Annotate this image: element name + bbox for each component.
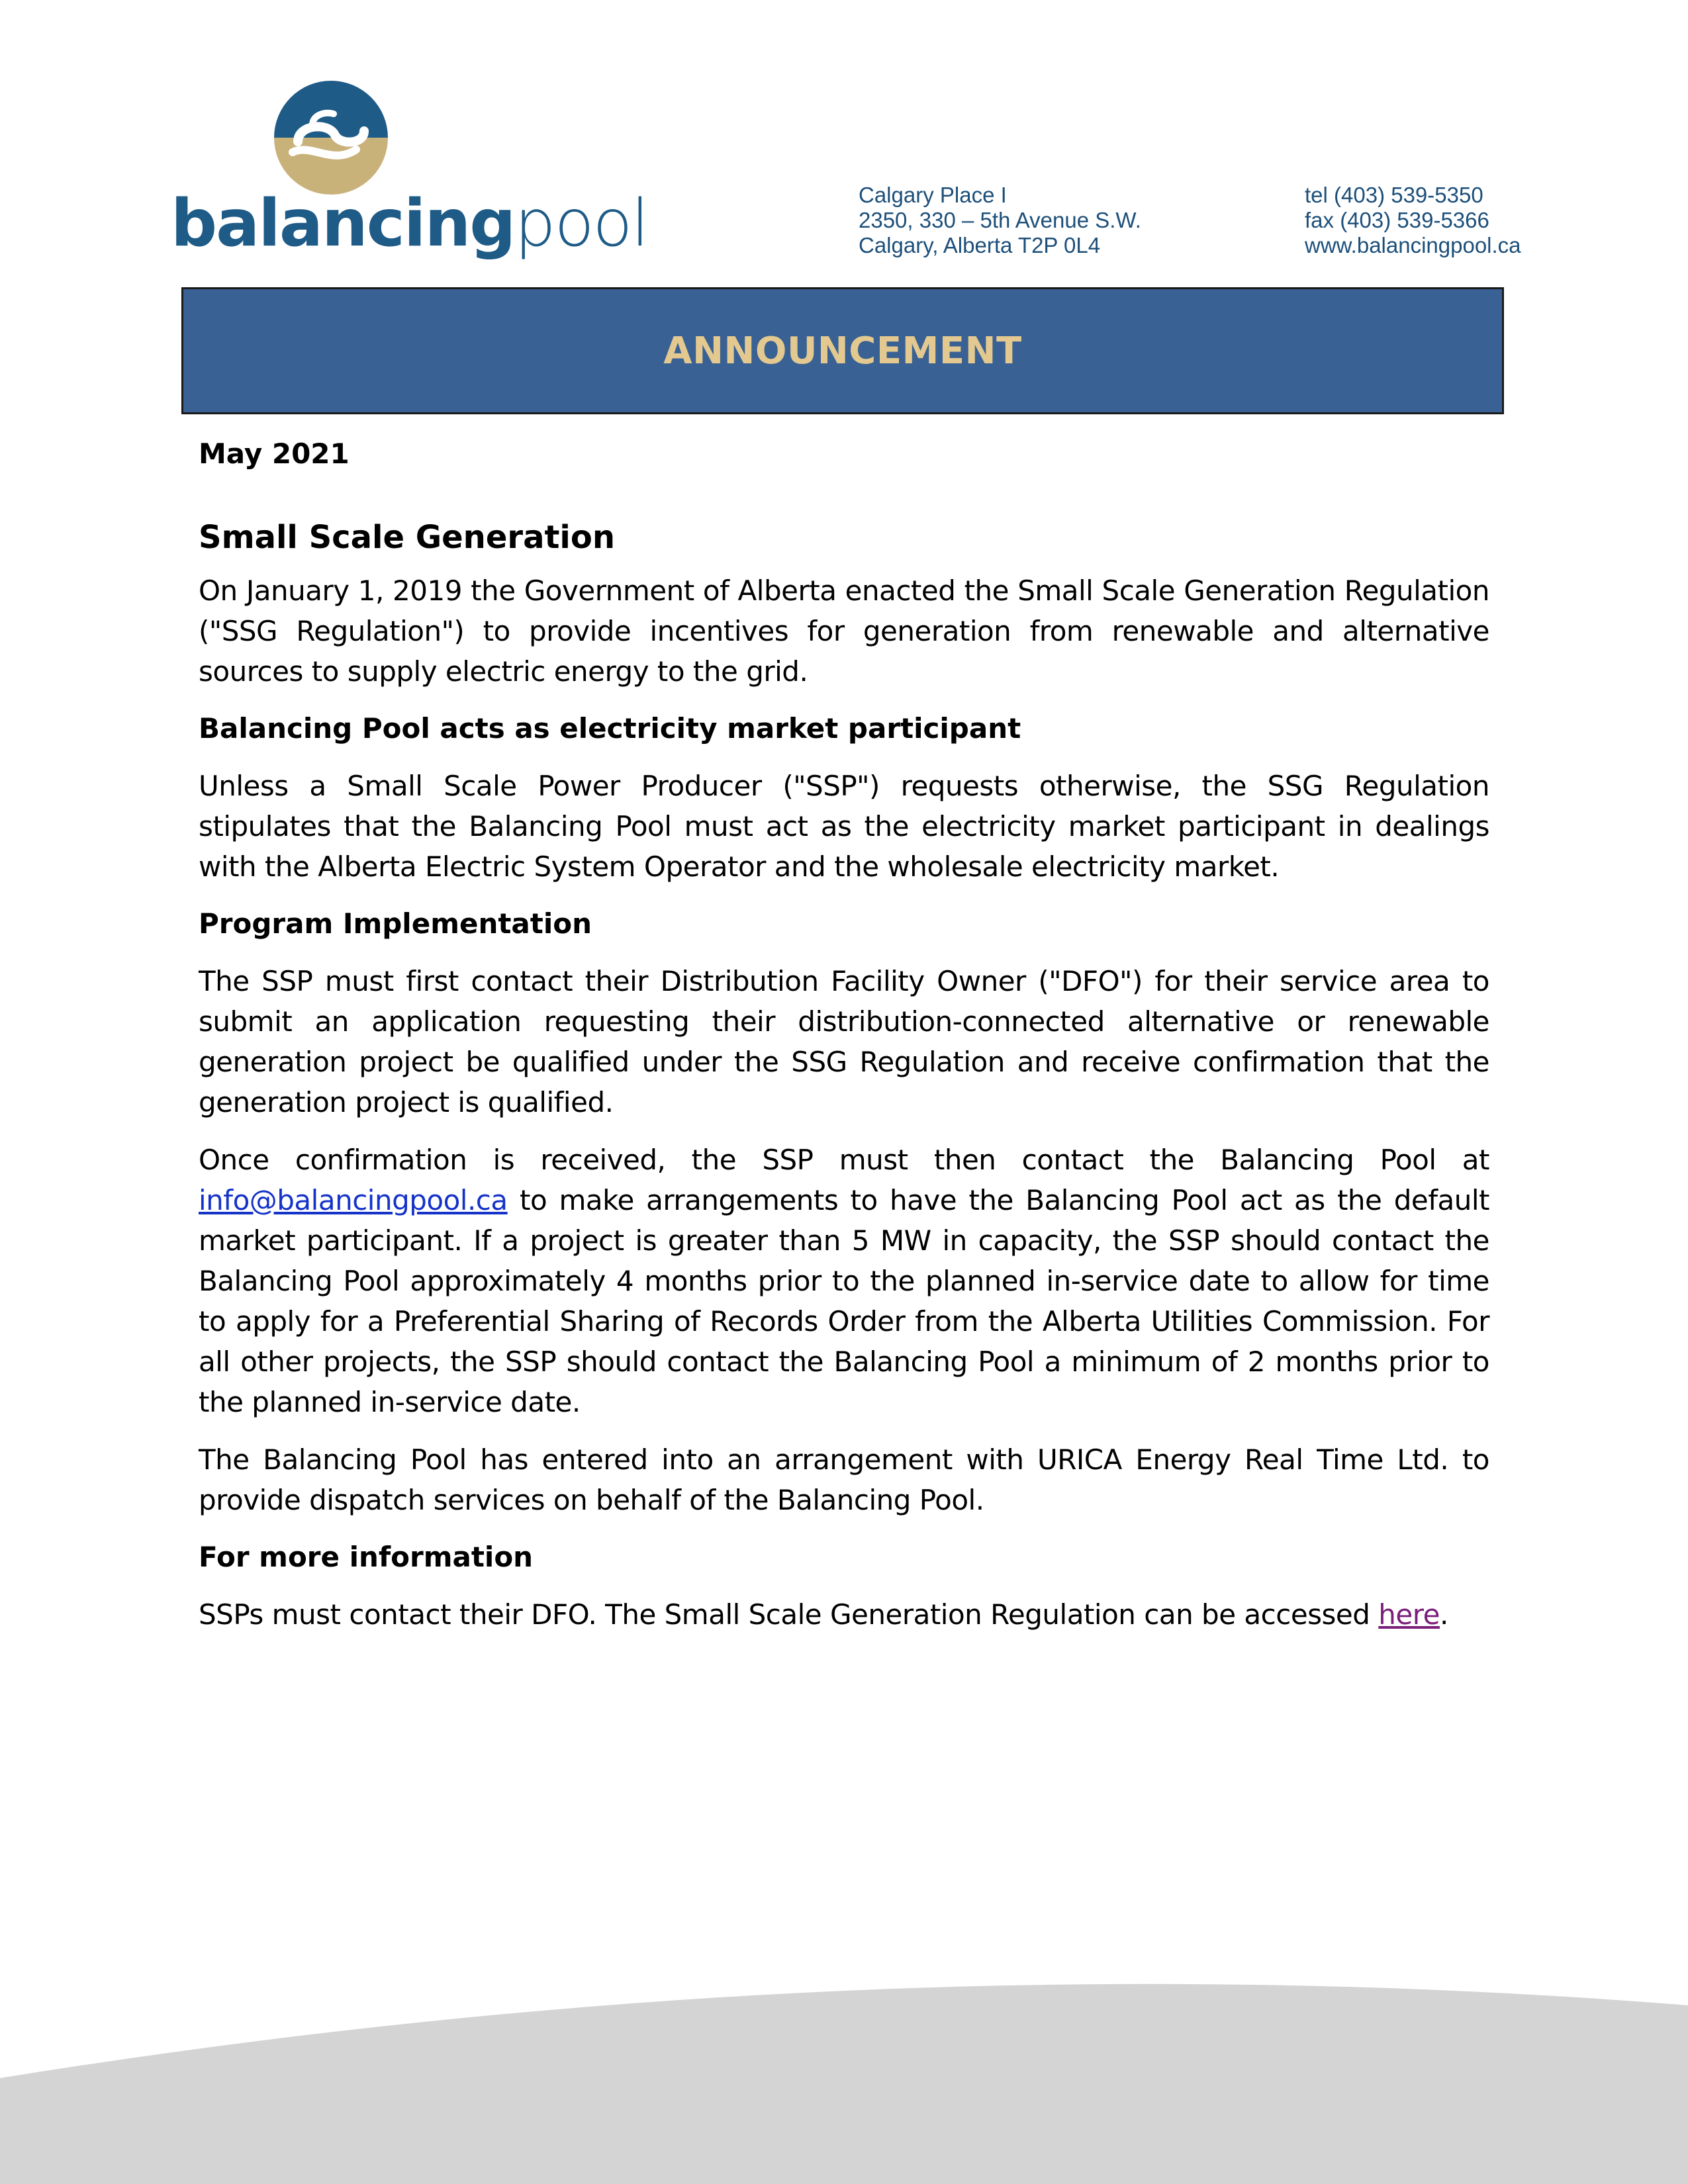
program-paragraph-2-start: Once confirmation is received, the SSP must then contact the Balancing Pool at: [199, 1144, 1489, 1176]
announcement-banner: [181, 287, 1504, 414]
program-paragraph-3: The Balancing Pool has entered into an arrangement with URICA Energy Real Time Ltd. to provide dispatch services on behalf of the Balancing Pool.: [199, 1443, 1489, 1516]
contact-website-link[interactable]: www.balancingpool.ca: [1305, 233, 1521, 257]
contact-fax: fax (403) 539-5366: [1305, 208, 1489, 232]
logo-wordmark: [171, 177, 648, 270]
program-paragraph-2-end: to make arrangements to have the Balancing Pool act as the default market participant. If a project is greater than 5 MW in capacity, the SSP should contact the Balancing Pool approximately 4 months prior to the planned in-service date to allow for time to apply for a Preferential Sharing of Records Order from the Alberta Utilities Commission. For all other projects, the SSP should contact the Balancing Pool a minimum of 2 months prior to the planned in-service date.: [199, 1184, 1489, 1418]
more-info-start: SSPs must contact their DFO. The Small Scale Generation Regulation can be accessed: [199, 1598, 1379, 1631]
address-line-3: Calgary, Alberta T2P 0L4: [859, 233, 1101, 257]
regulation-here-link[interactable]: here: [1378, 1598, 1440, 1631]
document-body: [199, 434, 1489, 1652]
contact-block: [1305, 183, 1521, 258]
logo-text-light: pool: [514, 186, 648, 261]
section-heading-more-info: For more information: [199, 1541, 534, 1573]
more-info-end: .: [1439, 1598, 1448, 1631]
more-info-paragraph: [199, 1594, 1489, 1635]
address-line-2: 2350, 330 – 5th Avenue S.W.: [859, 208, 1141, 232]
program-paragraph-1: The SSP must first contact their Distribution Facility Owner ("DFO") for their service area to submit an application requesting their distribution-connected alternative or renewable generation project be qualified under the SSG Regulation and receive confirmation that the generation project is qualified.: [199, 965, 1489, 1118]
section-heading-program-implementation: Program Implementation: [199, 907, 592, 940]
address-block: [859, 183, 1141, 258]
market-participant-paragraph: Unless a Small Scale Power Producer ("SSP") requests otherwise, the SSG Regulation stipulates that the Balancing Pool must act as the electricity market participant in dealings with the Alberta Electric System Operator and the wholesale electricity market.: [199, 770, 1489, 883]
document-title: Small Scale Generation: [199, 519, 616, 556]
email-link[interactable]: info@balancingpool.ca: [199, 1184, 508, 1216]
logo-text-bold: balancing: [171, 186, 515, 261]
footer-swoosh-decoration: [0, 1979, 1688, 2184]
program-paragraph-2: [199, 1140, 1489, 1422]
section-heading-market-participant: Balancing Pool acts as electricity market participant: [199, 712, 1021, 745]
banner-title: ANNOUNCEMENT: [663, 329, 1022, 373]
document-date: May 2021: [199, 437, 350, 470]
contact-tel: tel (403) 539-5350: [1305, 183, 1483, 207]
intro-paragraph: On January 1, 2019 the Government of Alberta enacted the Small Scale Generation Regulation ("SSG Regulation") to provide incentives for generation from renewable and alternative sources to supply electric energy to the grid.: [199, 574, 1489, 688]
address-line-1: Calgary Place I: [859, 183, 1007, 207]
